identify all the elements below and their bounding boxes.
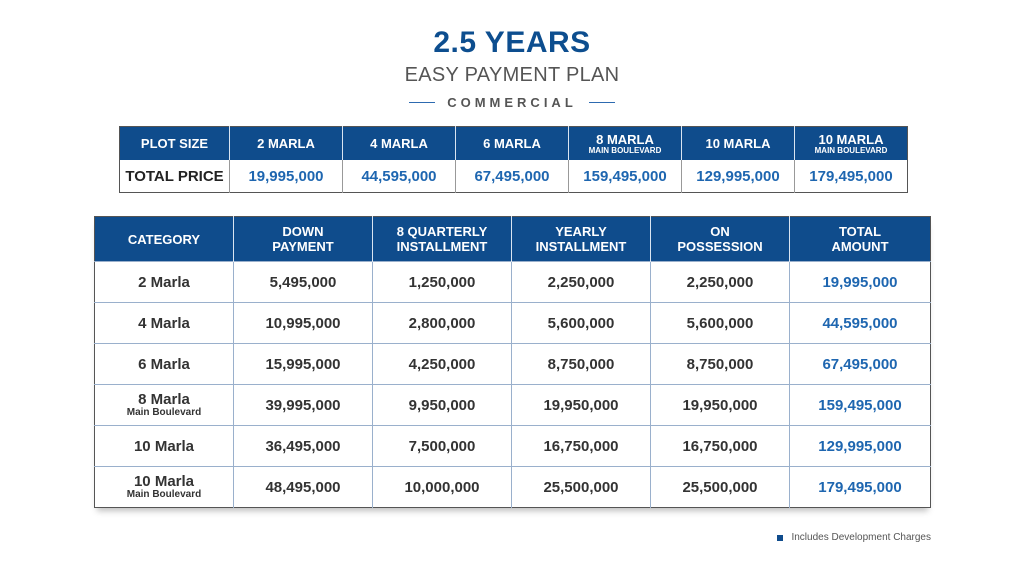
total-amount-cell: 159,495,000 (790, 385, 931, 426)
payment-plan-table (94, 216, 931, 508)
table-row (95, 467, 931, 508)
yearly-cell: 19,950,000 (512, 385, 651, 426)
kicker-line-left (409, 102, 435, 103)
page-title: 2.5 YEARS (433, 26, 591, 59)
total-price-cell: 67,495,000 (456, 160, 569, 193)
total-price-cell: 129,995,000 (682, 160, 795, 193)
quarterly-cell: 1,250,000 (373, 262, 512, 303)
plot-size-col: 2 MARLA (230, 127, 343, 161)
category-cell: 2 Marla (95, 262, 234, 303)
table-row (95, 303, 931, 344)
table-row (95, 262, 931, 303)
table-row (95, 385, 931, 426)
header-category: CATEGORY (95, 217, 234, 262)
header-total-amount: TOTAL AMOUNT (790, 217, 931, 262)
total-price-label: TOTAL PRICE (120, 160, 230, 193)
quarterly-cell: 4,250,000 (373, 344, 512, 385)
plot-size-col: 8 MARLA MAIN BOULEVARD (569, 127, 682, 161)
kicker-line-right (589, 102, 615, 103)
plot-size-label: PLOT SIZE (120, 127, 230, 161)
total-amount-cell: 67,495,000 (790, 344, 931, 385)
total-price-cell: 19,995,000 (230, 160, 343, 193)
header-down-payment: DOWN PAYMENT (234, 217, 373, 262)
yearly-cell: 2,250,000 (512, 262, 651, 303)
down-payment-cell: 39,995,000 (234, 385, 373, 426)
category-cell: 10 Marla (95, 426, 234, 467)
yearly-cell: 8,750,000 (512, 344, 651, 385)
square-bullet-icon (777, 535, 783, 541)
quarterly-cell: 2,800,000 (373, 303, 512, 344)
plot-size-col: 10 MARLA (682, 127, 795, 161)
down-payment-cell: 15,995,000 (234, 344, 373, 385)
total-amount-cell: 129,995,000 (790, 426, 931, 467)
total-price-row (120, 160, 908, 193)
header-quarterly-installment: 8 QUARTERLY INSTALLMENT (373, 217, 512, 262)
total-price-cell: 159,495,000 (569, 160, 682, 193)
plot-size-col: 10 MARLA MAIN BOULEVARD (795, 127, 908, 161)
category-cell: 10 Marla Main Boulevard (95, 467, 234, 508)
down-payment-cell: 10,995,000 (234, 303, 373, 344)
kicker-text: COMMERCIAL (447, 95, 577, 110)
plan-header-row (95, 217, 931, 262)
total-price-cell: 44,595,000 (343, 160, 456, 193)
total-price-cell: 179,495,000 (795, 160, 908, 193)
total-amount-cell: 19,995,000 (790, 262, 931, 303)
possession-cell: 5,600,000 (651, 303, 790, 344)
possession-cell: 25,500,000 (651, 467, 790, 508)
plot-size-header-row (120, 127, 908, 161)
total-amount-cell: 179,495,000 (790, 467, 931, 508)
possession-cell: 16,750,000 (651, 426, 790, 467)
header-yearly-installment: YEARLY INSTALLMENT (512, 217, 651, 262)
development-charges-note (777, 532, 931, 543)
plot-price-table (119, 126, 908, 193)
category-cell: 4 Marla (95, 303, 234, 344)
table-row (95, 426, 931, 467)
possession-cell: 19,950,000 (651, 385, 790, 426)
quarterly-cell: 7,500,000 (373, 426, 512, 467)
note-text: Includes Development Charges (791, 532, 931, 543)
category-cell: 8 Marla Main Boulevard (95, 385, 234, 426)
plot-size-col: 6 MARLA (456, 127, 569, 161)
down-payment-cell: 48,495,000 (234, 467, 373, 508)
page-subtitle: EASY PAYMENT PLAN (404, 64, 620, 86)
quarterly-cell: 10,000,000 (373, 467, 512, 508)
category-cell: 6 Marla (95, 344, 234, 385)
possession-cell: 2,250,000 (651, 262, 790, 303)
quarterly-cell: 9,950,000 (373, 385, 512, 426)
plot-size-col: 4 MARLA (343, 127, 456, 161)
header-on-possession: ON POSSESSION (651, 217, 790, 262)
possession-cell: 8,750,000 (651, 344, 790, 385)
category-kicker (0, 95, 1024, 110)
down-payment-cell: 5,495,000 (234, 262, 373, 303)
yearly-cell: 5,600,000 (512, 303, 651, 344)
yearly-cell: 25,500,000 (512, 467, 651, 508)
yearly-cell: 16,750,000 (512, 426, 651, 467)
down-payment-cell: 36,495,000 (234, 426, 373, 467)
total-amount-cell: 44,595,000 (790, 303, 931, 344)
table-row (95, 344, 931, 385)
